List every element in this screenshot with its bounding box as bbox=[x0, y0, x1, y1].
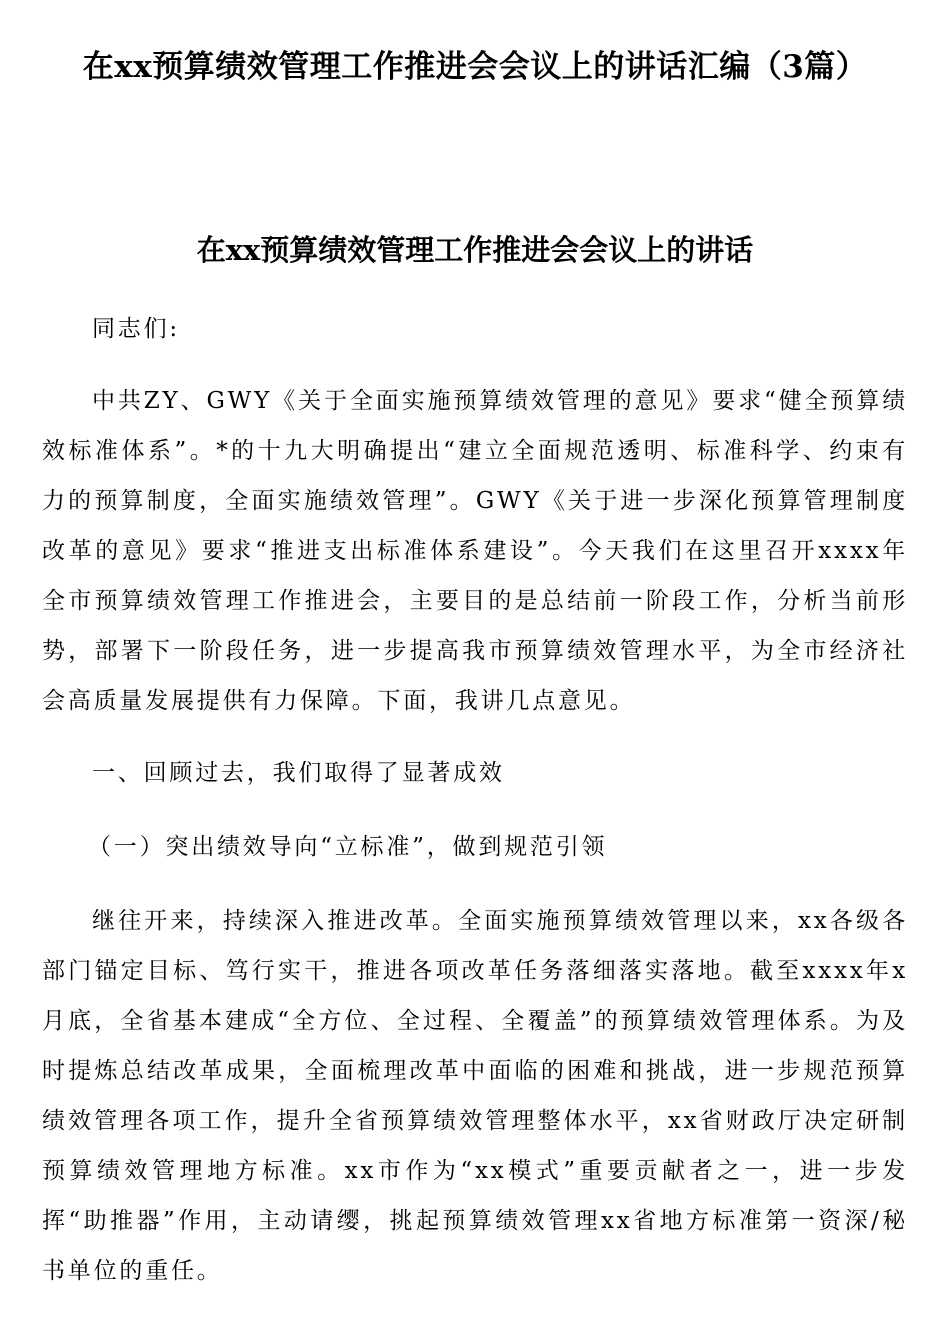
section-heading: 一、回顾过去，我们取得了显著成效 bbox=[92, 760, 505, 786]
intro-paragraph: 中共ZY、GWY《关于全面实施预算绩效管理的意见》要求“健全预算绩效标准体系”。*的十九大明确提出“建立全面规范透明、标准科学、约束有力的预算制度，全面实施绩效管理”。GWY《关于进一步深化预算管理制度改革的意见》要求“推进支出标准体系建设”。今天我们在这里召开xxxx年全市预算绩效管理工作推进会，主要目的是总结前一阶段工作，分析当前形势，部署下一阶段任务，进一步提高我市预算绩效管理水平，为全市经济社会高质量发展提供有力保障。下面，我讲几点意见。 bbox=[42, 388, 908, 714]
document-title: 在xx预算绩效管理工作推进会会议上的讲话汇编（3篇） bbox=[82, 49, 868, 85]
subsection-heading: （一）突出绩效导向“立标准”，做到规范引领 bbox=[88, 834, 608, 860]
salutation-paragraph: 同志们: bbox=[92, 316, 180, 342]
body-paragraph: 继往开来，持续深入推进改革。全面实施预算绩效管理以来，xx各级各部门锚定目标、笃行实干，推进各项改革任务落细落实落地。截至xxxx年x月底，全省基本建成“全方位、全过程、全覆盖”的预算绩效管理体系。为及时提炼总结改革成果，全面梳理改革中面临的困难和挑战，进一步规范预算绩效管理各项工作，提升全省预算绩效管理整体水平，xx省财政厅决定研制预算绩效管理地方标准。xx市作为“xx模式”重要贡献者之一，进一步发挥“助推器”作用，主动请缨，挑起预算绩效管理xx省地方标准第一资深/秘书单位的重任。 bbox=[42, 908, 908, 1284]
speech-title: 在xx预算绩效管理工作推进会会议上的讲话 bbox=[196, 233, 754, 267]
